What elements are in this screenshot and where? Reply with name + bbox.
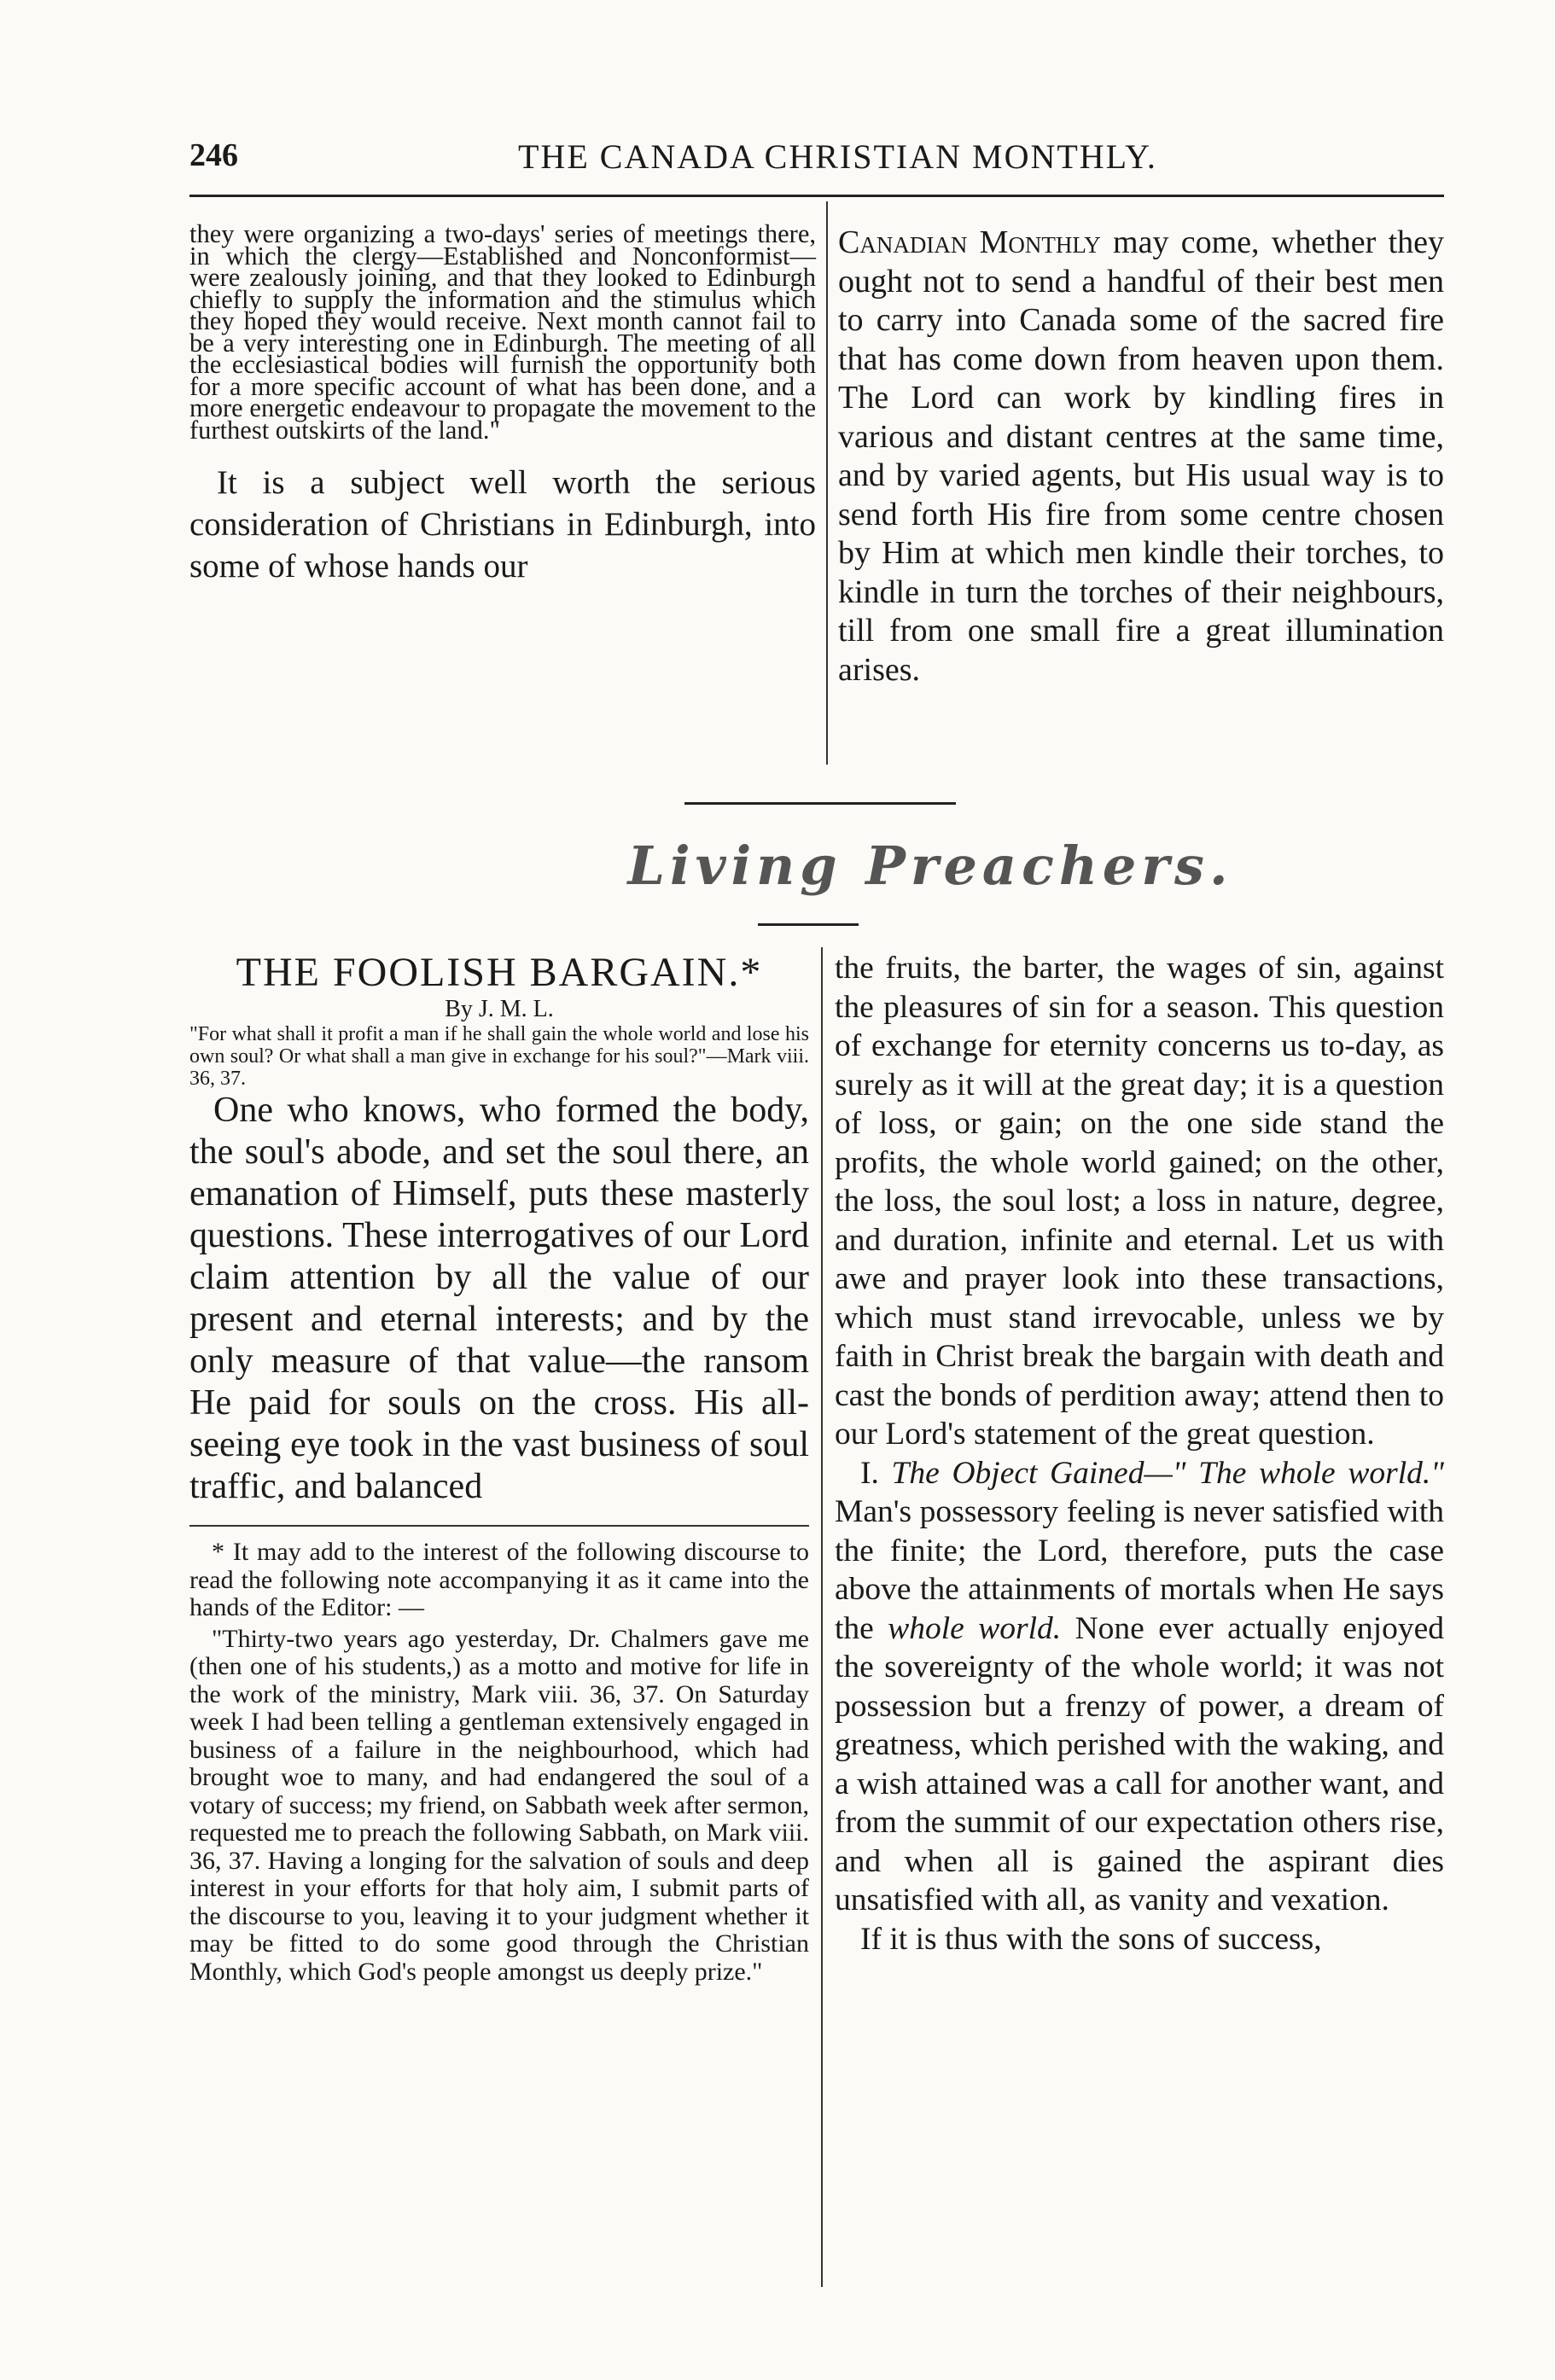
- column-divider-top: [826, 201, 828, 765]
- article-left-column: [189, 949, 809, 1986]
- quoted-passage: they were organizing a two-days' series of meetings there, in which the clergy—Established and Nonconformist—were zealously joining, and that they looked to Edinburgh chiefly to supply the information and the stimulus which they hoped they would receive. Next month cannot fail to be a very interesting one in Edinburgh. The meeting of all the ecclesiastical bodies will furnish the opportunity both for a more specific account of what has been done, and a more energetic endeavour to propagate the movement to the furthest outskirts of the land.": [189, 219, 816, 445]
- article-paragraph-continued: the fruits, the barter, the wages of sin, against the pleasures of sin for a season. This question of exchange for eternity concerns us to-day, as surely as it will at the great day; it is a question of loss, or gain; on the one side stand the profits, the whole world gained; on the other, the loss, the soul lost; a loss in nature, degree, and duration, infinite and eternal. Let us with awe and prayer look into these transactions, which must stand irrevocable, unless we by faith in Christ break the bargain with death and cast the bonds of perdition away; attend then to our Lord's statement of the great question.: [835, 951, 1444, 1452]
- running-head: [189, 137, 1444, 188]
- section-rule-bottom: [758, 923, 859, 926]
- article-paragraph: One who knows, who formed the body, the soul's abode, and set the soul there, an emanation of Himself, puts these masterly questions. These interrogatives of our Lord claim attention by all the value of our present and eternal interests; and by the only measure of that value—the ransom He paid for souls on the cross. His all-seeing eye took in the vast business of soul traffic, and balanced: [189, 1091, 809, 1506]
- point-text-continued: None ever actually enjoyed the sovereignty of the whole world; it was not possession but a frenzy of power, a dream of greatness, which perished with the waking, and a wish attained was a call for another want, and from the summit of our expectation others rise, and when all is gained the aspirant dies unsatisfied with all, as vanity and vexation.: [835, 1610, 1444, 1917]
- point-italic-phrase: whole world.: [888, 1610, 1062, 1646]
- point-numeral: I.: [860, 1455, 892, 1491]
- page-number: 246: [189, 137, 238, 173]
- editorial-paragraph-continued: [838, 224, 1444, 690]
- editorial-text: may come, whether they ought not to send a handful of their best men to carry into Canada some of the sacred fire that has come down from heaven upon them. The Lord can work by kindling fires in various and distant centres at the same time, and by varied agents, but His usual way is to send forth His fire from some centre chosen by Him at which men kindle their torches, to kindle in turn the torches of their neighbours, till from one small fire a great illumination arises.: [838, 224, 1444, 688]
- footnote-rule: [189, 1525, 809, 1527]
- article-title: THE FOOLISH BARGAIN.*: [236, 950, 763, 995]
- header-rule: [189, 195, 1444, 197]
- article-paragraph-final: If it is thus with the sons of success,: [860, 1921, 1322, 1957]
- footnote: * It may add to the interest of the following discourse to read the following note accompanying it as it came into the hands of the Editor: —: [189, 1538, 809, 1621]
- epigraph: "For what shall it profit a man if he shall gain the whole world and lose his own soul? Or what shall a man give in exchange for his soul?"—Mark viii. 36, 37.: [189, 1023, 809, 1090]
- point-text: Man's possessory feeling is never satisfied with the finite; the Lord, therefore, puts the case above the attainments of mortals when He says the: [835, 1494, 1444, 1646]
- article-point-one: [835, 1454, 1444, 1920]
- top-left-column: [189, 219, 816, 587]
- publication-name: Canadian Monthly: [838, 224, 1101, 260]
- editorial-paragraph: It is a subject well worth the serious consideration of Christians in Edinburgh, into some of whose hands our: [189, 464, 816, 585]
- column-divider-bottom: [821, 947, 823, 2287]
- section-rule-top: [684, 802, 956, 805]
- top-right-column: [838, 224, 1444, 690]
- point-heading: The Object Gained—" The whole world.": [891, 1455, 1444, 1491]
- running-title: THE CANADA CHRISTIAN MONTHLY.: [518, 137, 1157, 176]
- footnote-letter: "Thirty-two years ago yesterday, Dr. Chalmers gave me (then one of his students,) as a motto and motive for life in the work of the ministry, Mark viii. 36, 37. On Saturday week I had been telling a gentleman extensively engaged in business of a failure in the neighbourhood, which had brought woe to many, and had endangered the soul of a votary of success; my friend, on Sabbath week after sermon, requested me to preach the following Sabbath, on Mark viii. 36, 37. Having a longing for the salvation of souls and deep interest in your efforts for that holy aim, I submit parts of the discourse to you, leaving it to your judgment whether it may be fitted to do some good through the Christian Monthly, which God's people amongst us deeply prize.": [189, 1624, 809, 1986]
- section-title: Living Preachers.: [627, 835, 1233, 897]
- byline: By J. M. L.: [445, 996, 554, 1022]
- article-right-column: [835, 949, 1444, 1958]
